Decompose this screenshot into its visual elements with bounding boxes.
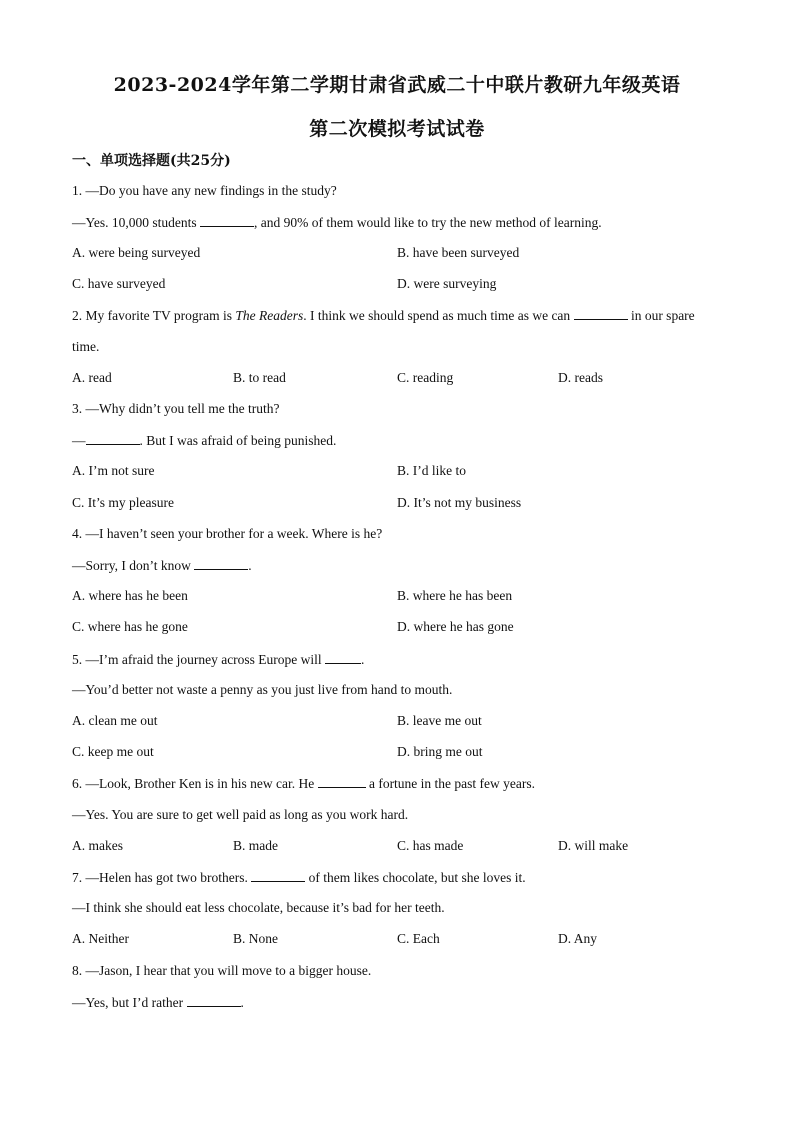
question-6-option-c: C. has made [397,838,464,853]
question-2-stem-continued: time. [72,339,100,354]
question-6-reply: —Yes. You are sure to get well paid as long as you work hard. [72,807,409,822]
question-7-option-d: D. Any [558,931,598,946]
answer-blank [86,431,140,445]
question-2-option-a: A. read [72,370,112,385]
question-2-stem-text: 2. My favorite TV program is [72,308,236,323]
question-7-option-c: C. Each [397,931,440,946]
question-5-option-c: C. keep me out [72,744,154,759]
question-5-stem [72,650,364,669]
question-4-stem: 4. —I haven’t seen your brother for a week. Where is he? [72,526,383,541]
question-7-option-a: A. Neither [72,931,129,946]
question-1-reply-text: —Yes. 10,000 students [72,215,201,230]
answer-blank [187,993,241,1007]
question-8-reply-text: —Yes, but I’d rather [72,995,187,1010]
question-5-option-b: B. leave me out [397,713,482,728]
question-1-option-a: A. were being surveyed [72,245,201,260]
question-7-stem [72,868,526,887]
question-4-option-c: C. where has he gone [72,619,188,634]
question-2-stem [72,306,695,325]
question-2-option-d: D. reads [558,370,603,385]
question-8-stem: 8. —Jason, I hear that you will move to a bigger house. [72,963,372,978]
question-6-option-d: D. will make [558,838,629,853]
question-5-reply: —You’d better not waste a penny as you just live from hand to mouth. [72,682,453,697]
question-3-reply-text: . But I was afraid of being punished. [139,433,337,448]
question-1-option-c: C. have surveyed [72,276,166,291]
exam-subtitle: 第二次模拟考试试卷 [309,118,485,140]
question-4-reply [72,556,252,575]
question-2-option-c: C. reading [397,370,454,385]
question-3-reply [72,431,336,450]
question-5-stem-text: . [361,652,365,667]
question-4-reply-text: —Sorry, I don’t know [72,558,195,573]
question-6-stem-text: a fortune in the past few years. [365,776,536,791]
exam-title: 2023-2024学年第二学期甘肃省武威二十中联片教研九年级英语 [113,74,681,96]
question-3-option-a: A. I’m not sure [72,463,155,478]
answer-blank [251,868,305,882]
question-5-stem-text: 5. —I’m afraid the journey across Europe will [72,652,326,667]
answer-blank [318,774,366,788]
section-heading: 一、单项选择题(共25分) [72,153,231,169]
question-3-reply-text: — [72,433,86,448]
question-1-option-d: D. were surveying [397,276,497,291]
question-1-option-b: B. have been surveyed [397,245,520,260]
question-7-stem-text: 7. —Helen has got two brothers. [72,870,252,885]
question-4-option-d: D. where he has gone [397,619,514,634]
question-4-option-b: B. where he has been [397,588,513,603]
answer-blank [200,213,254,227]
question-6-stem [72,774,535,793]
question-3-option-b: B. I’d like to [397,463,466,478]
question-2-option-b: B. to read [233,370,286,385]
question-1-reply [72,213,602,232]
question-4-reply-text: . [248,558,252,573]
question-5-option-d: D. bring me out [397,744,483,759]
answer-blank [574,306,628,320]
question-2-stem-text: in our spare [627,308,695,323]
question-2-stem-text: . I think we should spend as much time as we can [303,308,574,323]
question-7-option-b: B. None [233,931,278,946]
question-1-reply-text: , and 90% of them would like to try the new method of learning. [254,215,602,230]
question-3-option-c: C. It’s my pleasure [72,495,174,510]
question-6-option-a: A. makes [72,838,123,853]
question-6-stem-text: 6. —Look, Brother Ken is in his new car. He [72,776,318,791]
question-8-reply [72,993,244,1012]
program-title: The Readers [235,308,304,323]
question-7-reply: —I think she should eat less chocolate, because it’s bad for her teeth. [72,900,445,915]
question-4-option-a: A. where has he been [72,588,188,603]
question-3-stem: 3. —Why didn’t you tell me the truth? [72,401,280,416]
question-6-option-b: B. made [233,838,278,853]
answer-blank [325,650,361,664]
question-1-stem: 1. —Do you have any new findings in the study? [72,183,337,198]
question-8-reply-text: . [240,995,244,1010]
question-5-option-a: A. clean me out [72,713,158,728]
question-7-stem-text: of them likes chocolate, but she loves it. [305,870,526,885]
answer-blank [194,556,248,570]
question-3-option-d: D. It’s not my business [397,495,522,510]
